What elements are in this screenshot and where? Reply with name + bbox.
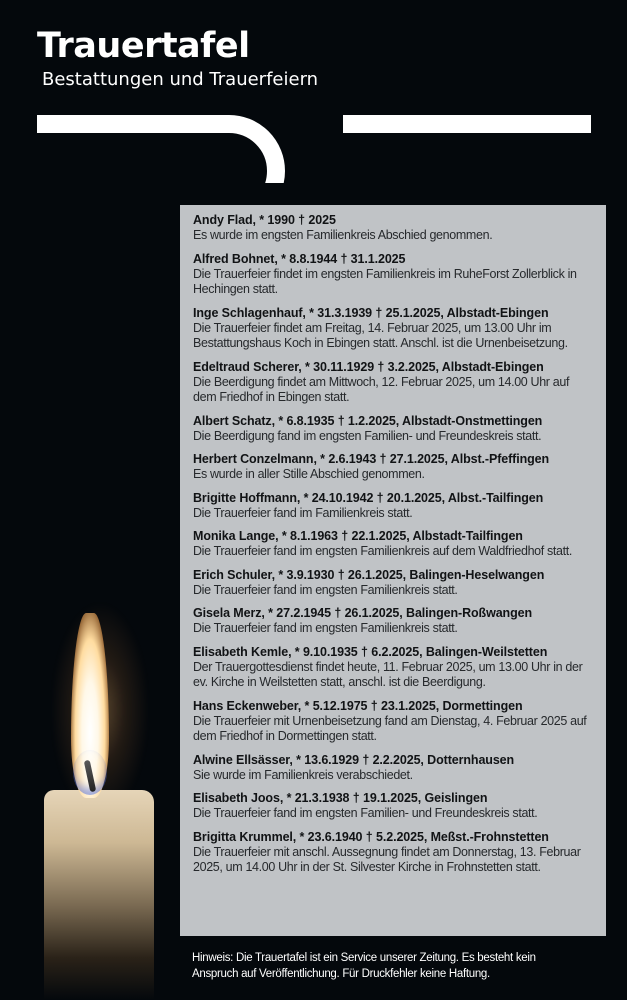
entry-name-dates: Alfred Bohnet, * 8.8.1944 † 31.1.2025 <box>193 251 406 266</box>
entry-name-dates: Erich Schuler, * 3.9.1930 † 26.1.2025, Balingen-Heselwangen <box>193 567 545 582</box>
entry-details: Sie wurde im Familienkreis verabschiedet. <box>193 767 413 782</box>
obituary-entry <box>193 414 594 445</box>
obituary-entry <box>193 606 594 637</box>
obituary-entry <box>193 306 594 352</box>
entry-name-dates: Hans Eckenweber, * 5.12.1975 † 23.1.2025, Dormettingen <box>193 698 523 713</box>
entry-details: Der Trauergottesdienst findet heute, 11. Februar 2025, um 13.00 Uhr in der ev. Kirche in Weilstetten statt, anschl. ist die Beerdigung. <box>193 659 583 689</box>
entry-details: Die Trauerfeier findet am Freitag, 14. Februar 2025, um 13.00 Uhr im Bestattungshaus Koch in Ebingen statt. Anschl. ist die Urnenbeisetzung. <box>193 320 568 350</box>
decorative-bar-right <box>343 115 591 133</box>
obituary-entry <box>193 452 594 483</box>
entry-name-dates: Elisabeth Kemle, * 9.10.1935 † 6.2.2025, Balingen-Weilstetten <box>193 644 548 659</box>
entry-name-dates: Brigitta Krummel, * 23.6.1940 † 5.2.2025, Meßst.-Frohnstetten <box>193 829 549 844</box>
entry-details: Die Trauerfeier fand im engsten Familienkreis auf dem Waldfriedhof statt. <box>193 544 573 558</box>
entry-details: Die Beerdigung fand im engsten Familien- und Freundeskreis statt. <box>193 428 542 443</box>
page-title: Trauertafel <box>37 26 250 66</box>
entry-name-dates: Brigitte Hoffmann, * 24.10.1942 † 20.1.2025, Albst.-Tailfingen <box>193 490 544 505</box>
entry-details: Es wurde im engsten Familienkreis Abschied genommen. <box>193 228 493 242</box>
obituary-entry <box>193 360 594 406</box>
entry-name-dates: Inge Schlagenhauf, * 31.3.1939 † 25.1.2025, Albstadt-Ebingen <box>193 305 549 320</box>
candle-body <box>44 790 154 1000</box>
entry-name-dates: Elisabeth Joos, * 21.3.1938 † 19.1.2025, Geislingen <box>193 791 488 805</box>
entry-name-dates: Monika Lange, * 8.1.1963 † 22.1.2025, Albstadt-Tailfingen <box>193 529 523 543</box>
decorative-bar-left <box>37 115 229 133</box>
obituary-entry <box>193 491 594 522</box>
obituary-entry <box>193 791 594 822</box>
decorative-bar-curve <box>229 115 285 183</box>
entry-name-dates: Herbert Conzelmann, * 2.6.1943 † 27.1.2025, Albst.-Pfeffingen <box>193 452 550 466</box>
obituary-entry <box>193 699 594 745</box>
entry-name-dates: Alwine Ellsässer, * 13.6.1929 † 2.2.2025, Dotternhausen <box>193 752 515 767</box>
entry-details: Die Trauerfeier fand im Familienkreis statt. <box>193 505 413 520</box>
obituary-entry <box>193 568 594 599</box>
entry-details: Die Trauerfeier mit anschl. Aussegnung findet am Donnerstag, 13. Februar 2025, um 14.00 Uhr in der St. Silvester Kirche in Frohnstetten statt. <box>193 844 581 874</box>
entry-name-dates: Edeltraud Scherer, * 30.11.1929 † 3.2.2025, Albstadt-Ebingen <box>193 359 544 374</box>
obituary-entry <box>193 252 594 298</box>
disclaimer-notice: Hinweis: Die Trauertafel ist ein Service unserer Zeitung. Es besteht kein Anspruch auf Veröffentlichung. Für Druckfehler keine Haftung. <box>192 952 536 980</box>
obituary-entry <box>193 753 594 784</box>
candle-image <box>30 590 170 1000</box>
obituary-entry <box>193 213 594 244</box>
page-subtitle: Bestattungen und Trauerfeiern <box>42 69 319 90</box>
obituary-entry <box>193 830 594 876</box>
entry-details: Es wurde in aller Stille Abschied genommen. <box>193 467 425 481</box>
entry-details: Die Beerdigung findet am Mittwoch, 12. Februar 2025, um 14.00 Uhr auf dem Friedhof in Ebingen statt. <box>193 374 570 404</box>
entry-details: Die Trauerfeier findet im engsten Familienkreis im RuheForst Zollerblick in Hechingen statt. <box>193 266 577 296</box>
obituary-entry <box>193 529 594 560</box>
obituary-list <box>180 205 606 936</box>
obituary-entry <box>193 645 594 691</box>
entry-name-dates: Gisela Merz, * 27.2.1945 † 26.1.2025, Balingen-Roßwangen <box>193 606 532 620</box>
entry-details: Die Trauerfeier mit Urnenbeisetzung fand am Dienstag, 4. Februar 2025 auf dem Friedhof in Dormettingen statt. <box>193 713 587 743</box>
entry-name-dates: Andy Flad, * 1990 † 2025 <box>193 213 336 227</box>
entry-details: Die Trauerfeier fand im engsten Familienkreis statt. <box>193 621 458 635</box>
entry-details: Die Trauerfeier fand im engsten Familien- und Freundeskreis statt. <box>193 806 538 820</box>
entry-name-dates: Albert Schatz, * 6.8.1935 † 1.2.2025, Albstadt-Onstmettingen <box>193 413 543 428</box>
entry-details: Die Trauerfeier fand im engsten Familienkreis statt. <box>193 582 458 597</box>
